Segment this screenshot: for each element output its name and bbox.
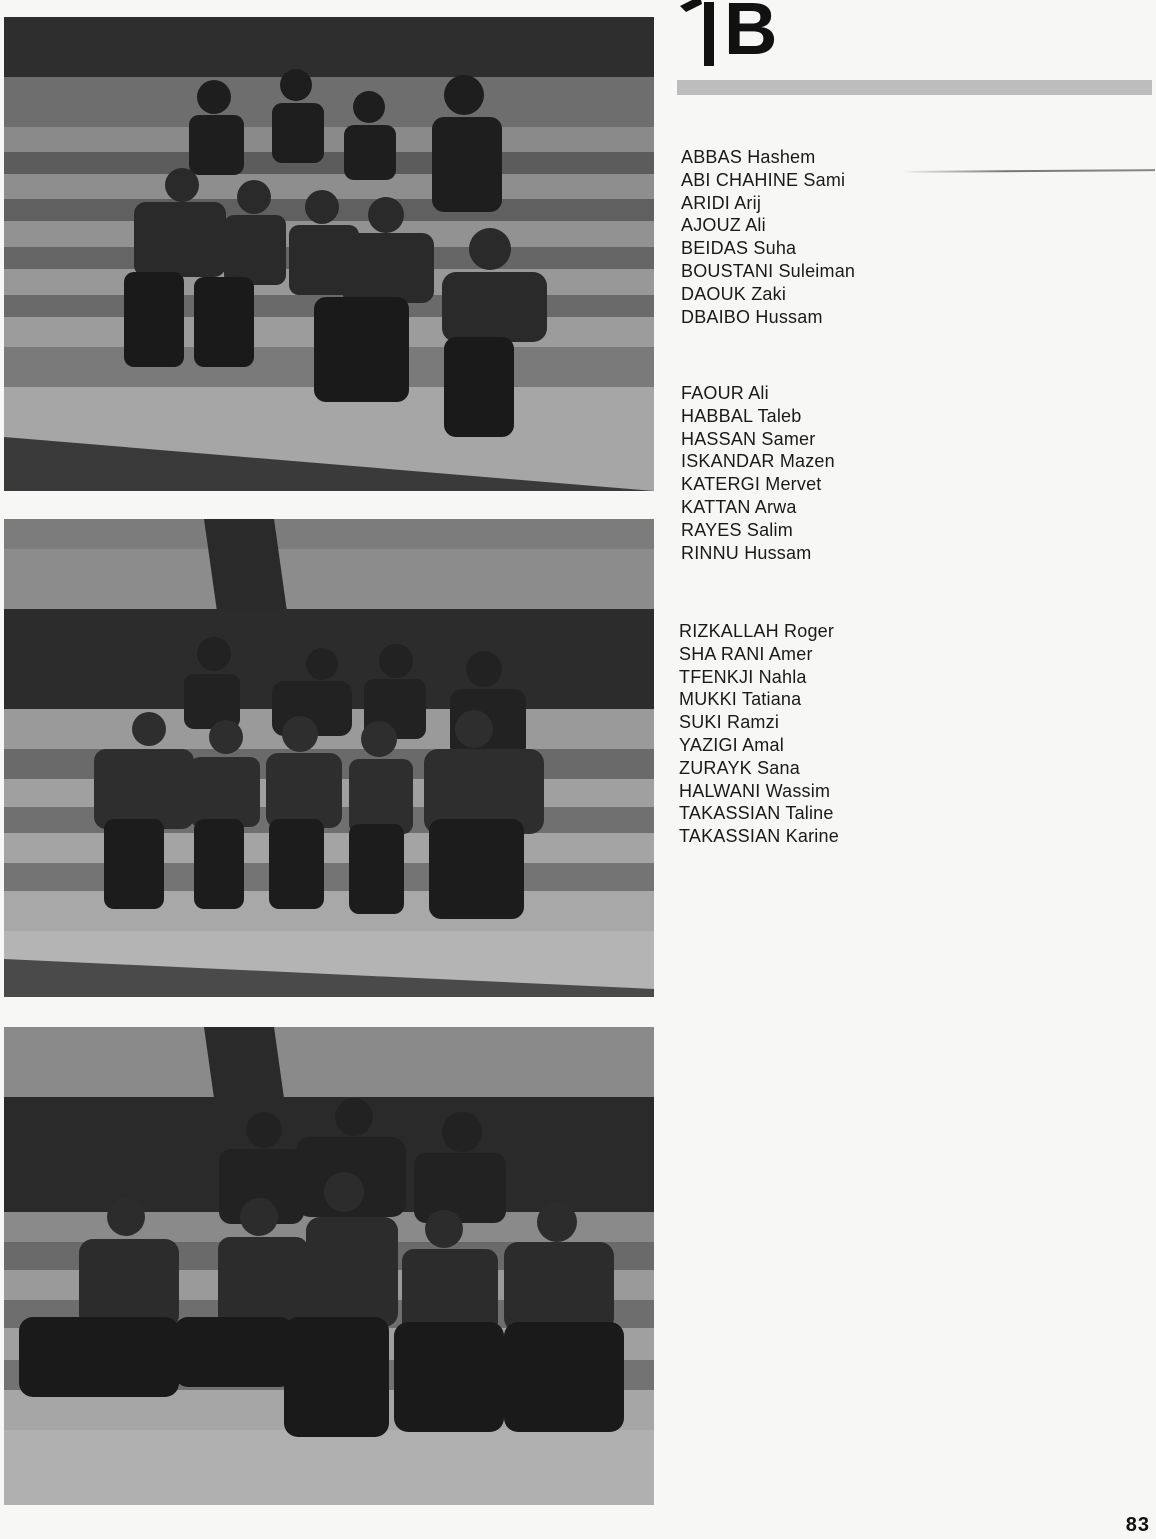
student-name: ARIDI Arij xyxy=(681,192,762,213)
student-name: BOUSTANI Suleiman xyxy=(681,260,856,281)
student-name: FAOUR Ali xyxy=(681,383,769,403)
student-name: YAZIGI Amal xyxy=(679,734,784,755)
stray-line xyxy=(905,169,1155,173)
student-name: SHA RANI Amer xyxy=(679,643,813,664)
student-name: BEIDAS Suha xyxy=(681,238,797,259)
student-name: ABI CHAHINE Sami xyxy=(681,169,846,190)
page-number: 83 xyxy=(1125,1514,1150,1536)
student-name: TFENKJI Nahla xyxy=(679,666,807,687)
student-name: DBAIBO Hussam xyxy=(681,306,823,327)
name-list-3 xyxy=(679,620,839,848)
student-name: TAKASSIAN Karine xyxy=(679,826,839,847)
student-name: KATTAN Arwa xyxy=(681,496,797,517)
student-name: HABBAL Taleb xyxy=(681,405,802,426)
student-name: AJOUZ Ali xyxy=(681,215,766,236)
student-name: MUKKI Tatiana xyxy=(679,689,802,710)
heading-letter: B xyxy=(724,0,778,70)
photo-group-3 xyxy=(4,1027,654,1505)
student-name: ABBAS Hashem xyxy=(681,147,816,167)
student-name: RINNU Hussam xyxy=(681,542,812,563)
header-bar xyxy=(677,80,1152,95)
student-name: KATERGI Mervet xyxy=(681,474,822,495)
student-name: SUKI Ramzi xyxy=(679,712,780,733)
student-name: HASSAN Samer xyxy=(681,428,816,449)
student-name: DAOUK Zaki xyxy=(681,283,787,304)
student-name: HALWANI Wassim xyxy=(679,780,831,801)
student-name: RIZKALLAH Roger xyxy=(679,621,835,641)
photo-group-2 xyxy=(4,519,654,997)
student-name: TAKASSIAN Taline xyxy=(679,803,834,824)
name-list-1 xyxy=(681,146,855,328)
student-name: ZURAYK Sana xyxy=(679,757,800,778)
student-name: ISKANDAR Mazen xyxy=(681,451,835,472)
name-list-2 xyxy=(681,382,835,564)
student-name: RAYES Salim xyxy=(681,519,793,540)
photo-group-1 xyxy=(4,17,654,491)
